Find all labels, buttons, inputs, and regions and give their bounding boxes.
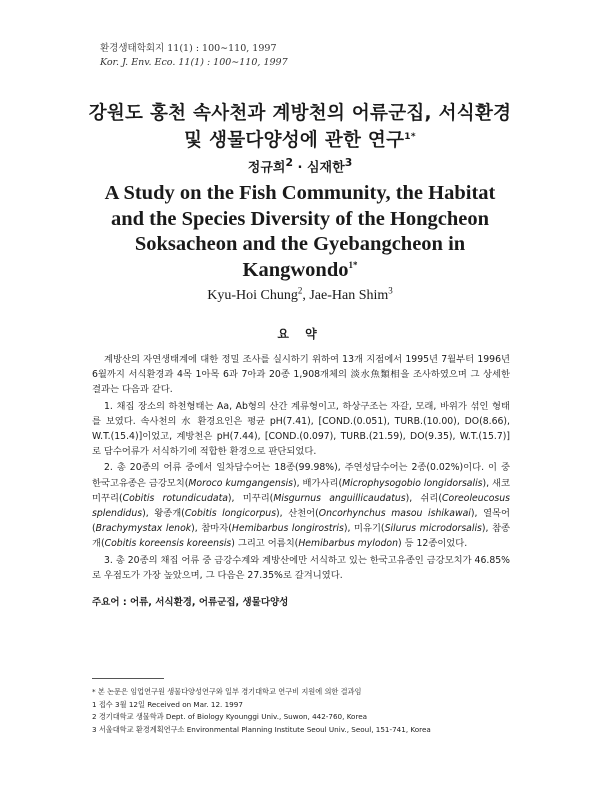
- footnotes: [92, 686, 522, 736]
- journal-citation-kr: 환경생태학회지 11(1) : 100∼110, 1997: [100, 43, 277, 54]
- korean-title-line1: 강원도 홍천 속사천과 계방천의 어류군집, 서식환경: [88, 103, 512, 124]
- species-name: Moroco kumgangensis: [188, 477, 293, 489]
- footnote-divider: [92, 678, 164, 679]
- abstract-paragraph-1: 1. 채집 장소의 하천형태는 Aa, Ab형의 산간 계류형이고, 하상구조는 자갈, 모래, 바위가 섞인 형태를 보였다. 속사천의 水 환경요인은 평균 pH(7.41), [COND.(0.051), TURB.(10.00), DO(8.66), W.T.(15.4)]이었고, 계방천은 pH(7.44), [COND.(0.097), TURB.(21.59), DO(9.35), W.T.(15.7)]로 담수어류가 서식하기에 적합한 환경으로 판단되었다.: [92, 400, 510, 458]
- author-separator: ,: [302, 288, 310, 303]
- species-name: Cobitis longicorpus: [184, 508, 277, 520]
- abstract-text: ), 산천어(: [276, 508, 319, 520]
- keywords: 주요어 : 어류, 서식환경, 어류군집, 생물다양성: [92, 597, 289, 608]
- species-name: Silurus microdorsalis: [384, 523, 482, 535]
- species-name: Cobitis koreensis koreensis: [104, 538, 232, 550]
- korean-authors: [0, 156, 600, 175]
- author-mark: 2: [285, 156, 293, 169]
- author-mark: 2: [297, 285, 303, 296]
- abstract-text: ) 등 12종이었다.: [398, 538, 468, 550]
- abstract-heading: 요 약: [277, 327, 323, 341]
- author-separator: ·: [293, 160, 307, 176]
- species-name: Hemibarbus longirostris: [231, 523, 344, 535]
- species-name: Hemibarbus mylodon: [298, 538, 398, 550]
- english-title-line2: and the Species Diversity of the Hongcheon: [110, 207, 490, 230]
- author-mark: 3: [388, 285, 393, 296]
- abstract-text: ), 쉬리(: [405, 492, 443, 504]
- author-mark: 3: [344, 156, 353, 169]
- footnote-mark: 1*: [348, 259, 358, 270]
- abstract-text: ), 왕종개(: [142, 508, 185, 520]
- abstract-text: ), 열목어(: [92, 508, 511, 535]
- korean-title-line2-text: 및 생물다양성에 관한 연구: [184, 130, 405, 151]
- abstract-paragraph-3: 3. 총 20종의 채집 어류 중 금강수계와 계방산에만 서식하고 있는 한국고유종인 금강모치가 46.85%로 우점도가 가장 높았으며, 그 다음은 27.35%로 갈겨니였다.: [92, 554, 510, 581]
- english-title-line3: Soksacheon and the Gyebangcheon in: [134, 233, 466, 255]
- footnote-affiliation-1: 2 경기대학교 생물학과 Dept. of Biology Kyounggi Univ., Suwon, 442-760, Korea: [92, 712, 368, 722]
- footnote-funding: * 본 논문은 임업연구원 생물다양성연구와 일부 경기대학교 연구비 지원에 의한 결과임: [92, 687, 362, 696]
- journal-header: [100, 42, 288, 70]
- author-kr-2: 심재한: [307, 160, 345, 176]
- abstract-text: ), 미유기(: [343, 523, 385, 535]
- author-en-2: Jae-Han Shim: [309, 288, 389, 303]
- abstract-text: ), 참마자(: [191, 523, 232, 535]
- author-en-1: Kyu-Hoi Chung: [207, 288, 298, 303]
- english-title-line4: [0, 258, 600, 284]
- footnote-received: 1 접수 3월 12일 Received on Mar. 12. 1997: [92, 699, 243, 709]
- species-name: Misgurnus anguillicaudatus: [273, 492, 406, 504]
- korean-title: [0, 100, 600, 154]
- footnote-mark: 1*: [404, 131, 416, 142]
- footnote-affiliation-2: 3 서울대학교 환경계획연구소 Environmental Planning Institute Seoul Univ., Seoul, 151-741, Korea: [92, 724, 431, 734]
- abstract-paragraph-intro: 계방산의 자연생태계에 대한 정밀 조사를 실시하기 위하여 13개 지점에서 1995년 7월부터 1996년 6월까지 서식환경과 4목 1아목 6과 7아과 20종 1,908개체의 淡水魚類相을 조사하였으며 그 상세한 결과는 다음과 같다.: [92, 354, 510, 396]
- english-authors: [0, 285, 600, 304]
- journal-citation-en: Kor. J. Env. Eco. 11(1) : 100∼110, 1997: [100, 57, 288, 68]
- species-name: Brachymystax lenok: [95, 523, 192, 535]
- abstract-text: ) 그리고 어름치(: [231, 538, 299, 550]
- abstract-text: ), 참종개(: [92, 523, 511, 550]
- abstract-text: ), 배가사리(: [293, 477, 343, 489]
- abstract-text: ), 새코미꾸리(: [92, 477, 511, 504]
- abstract-paragraph-2: [92, 460, 510, 551]
- english-title-line1: A Study on the Fish Community, the Habitat: [104, 182, 496, 204]
- korean-title-line2: [0, 127, 600, 154]
- author-kr-1: 정규희: [247, 160, 286, 176]
- english-title: [0, 181, 600, 283]
- abstract-text: 2. 총 20종의 어류 중에서 일차담수어는 18종(99.98%), 주연성담수어는 2종(0.02%)이다. 이 중 한국고유종은 금강모치(: [92, 462, 510, 489]
- species-name: Coreoleucosus splendidus: [92, 492, 511, 520]
- species-name: Oncorhynchus masou ishikawai: [318, 508, 471, 520]
- english-title-line4-text: Kangwondo: [242, 258, 349, 281]
- species-name: Cobitis rotundicudata: [122, 492, 228, 504]
- species-name: Microphysogobio longidorsalis: [342, 477, 483, 489]
- abstract-body: [92, 352, 510, 584]
- abstract-text: ), 미꾸리(: [227, 492, 274, 504]
